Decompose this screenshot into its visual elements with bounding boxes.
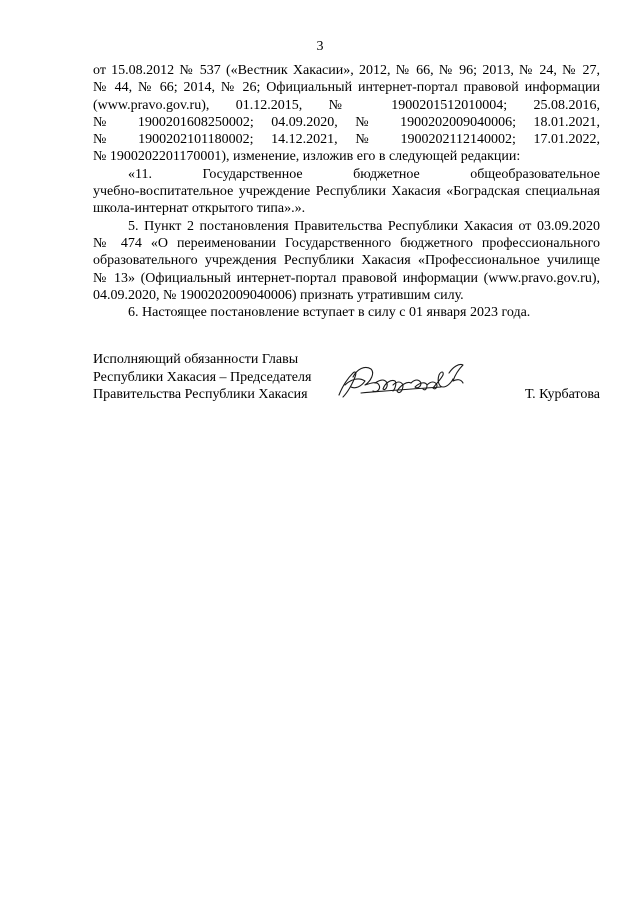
document-body: [93, 62, 600, 321]
body-line-6: № 1900202201170001), изменение, изложив его в следующей редакции:: [93, 149, 521, 165]
signatory-title-line-2: Республики Хакасия – Председателя: [93, 369, 312, 385]
page-number: 3: [316, 39, 324, 54]
body-line-14: 04.09.2020, № 1900202009040006) признать утратившим силу.: [93, 287, 464, 303]
signatory-title-line-3: Правительства Республики Хакасия: [93, 387, 308, 402]
signature-block: [93, 351, 600, 411]
signatory-title-line-1: Исполняющий обязанности Главы: [93, 352, 299, 367]
body-line-12: образовательного учреждения Республики Хакасия «Профессиональное училище: [93, 253, 600, 269]
signatory-name: Т. Курбатова: [525, 387, 600, 402]
body-line-4: № 1900201608250002; 04.09.2020, № 1900202009040006; 18.01.2021,: [93, 114, 600, 130]
body-line-13: № 13» (Официальный интернет-портал правовой информации (www.pravo.gov.ru),: [93, 270, 600, 286]
body-line-10: 5. Пункт 2 постановления Правительства Республики Хакасия от 03.09.2020: [128, 218, 600, 234]
body-line-9: школа-интернат открытого типа».».: [93, 201, 306, 217]
body-line-11: № 474 «О переименовании Государственного бюджетного профессионального: [93, 235, 600, 251]
body-line-8: учебно-воспитательное учреждение Республики Хакасия «Боградская специальная: [93, 184, 600, 200]
body-line-15: 6. Настоящее постановление вступает в силу с 01 января 2023 года.: [128, 305, 531, 321]
body-line-1: от 15.08.2012 № 537 («Вестник Хакасии», 2012, № 66, № 96; 2013, № 24, № 27,: [93, 63, 600, 78]
body-line-5: № 1900202101180002; 14.12.2021, № 1900202112140002; 17.01.2022,: [93, 132, 600, 148]
body-line-7: «11. Государственное бюджетное общеобразовательное: [128, 166, 600, 182]
signatory-title: [93, 351, 311, 404]
handwritten-signature: [331, 355, 471, 403]
body-line-3: (www.pravo.gov.ru), 01.12.2015, № 1900201512010004; 25.08.2016,: [93, 97, 600, 113]
body-line-2: № 44, № 66; 2014, № 26; Официальный интернет-портал правовой информации: [93, 80, 600, 96]
